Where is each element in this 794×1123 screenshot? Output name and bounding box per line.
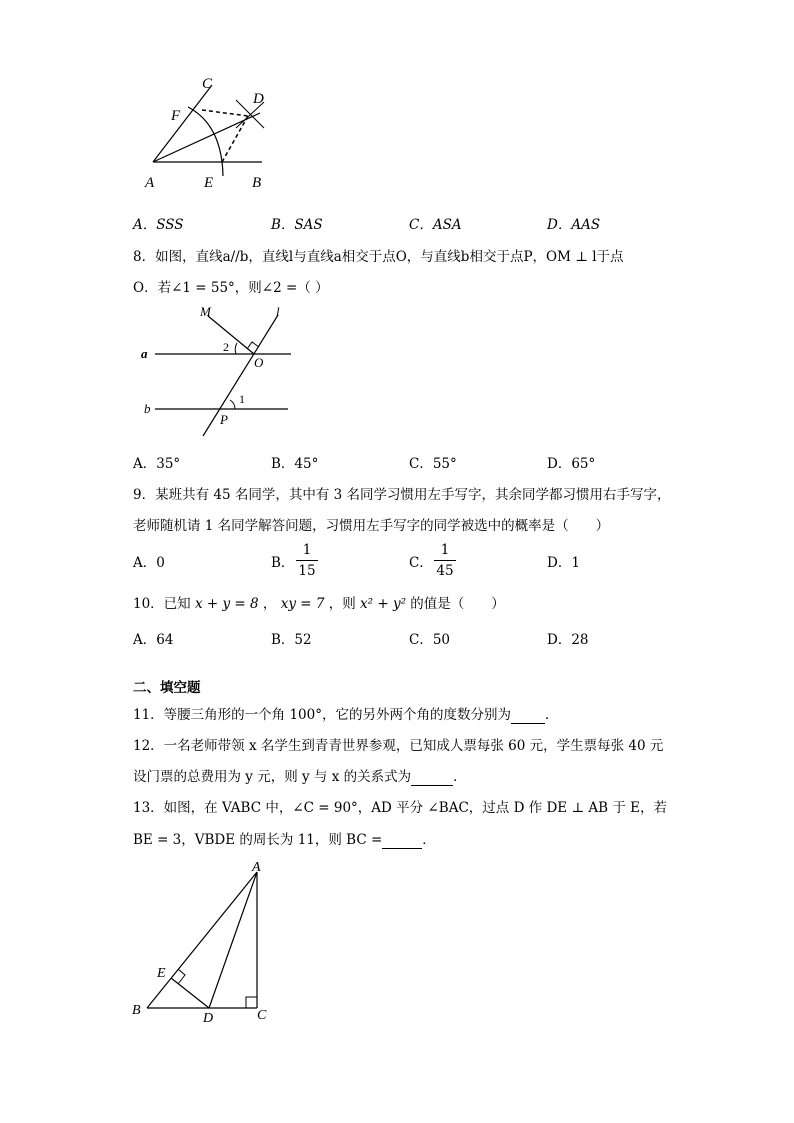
q10-mid: ，则 bbox=[328, 596, 356, 612]
q10-prefix: 10．已知 bbox=[133, 596, 191, 612]
q13-stem-line2 bbox=[133, 828, 436, 849]
q7-option-d[interactable]: D．AAS bbox=[547, 217, 601, 233]
q7-option-b[interactable]: B．SAS bbox=[271, 217, 323, 233]
label-l: l bbox=[276, 304, 280, 319]
figure-q7-construction bbox=[140, 70, 280, 195]
q7-option-c[interactable]: C．ASA bbox=[409, 217, 462, 233]
label-angle-2: 2 bbox=[223, 340, 229, 354]
q9-option-d[interactable]: D．1 bbox=[547, 555, 580, 571]
q10-sep: ， bbox=[262, 596, 277, 612]
q12-answer-blank[interactable] bbox=[411, 769, 453, 786]
q9-option-c-numerator: 1 bbox=[434, 540, 456, 561]
label-O: O bbox=[254, 355, 264, 370]
figure-q8-parallel-lines bbox=[138, 303, 298, 443]
q10-option-a[interactable]: A．64 bbox=[133, 632, 174, 648]
q11-stem bbox=[133, 703, 559, 724]
label-D: D bbox=[253, 91, 264, 107]
q10-option-c[interactable]: C．50 bbox=[409, 632, 451, 648]
q10-stem bbox=[133, 592, 505, 612]
q10-suffix: 的值是（ ） bbox=[410, 596, 505, 612]
q12-stem-line1: 12．一名老师带领 x 名学生到青青世界参观，已知成人票每张 60 元，学生票每张 40 元 bbox=[133, 738, 664, 754]
q8-stem-line2: O．若∠1 = 55°，则∠2 =（ ） bbox=[133, 280, 329, 296]
q11-end: ． bbox=[545, 707, 559, 723]
q9-option-c-prefix[interactable]: C． bbox=[409, 555, 433, 571]
q8-option-d[interactable]: D．65° bbox=[547, 456, 596, 472]
label-D: D bbox=[203, 1011, 214, 1026]
label-E: E bbox=[204, 175, 214, 191]
q10-expr: x² + y² bbox=[360, 596, 406, 612]
q9-option-a[interactable]: A．0 bbox=[133, 555, 165, 571]
q10-option-b[interactable]: B．52 bbox=[271, 632, 312, 648]
q12-stem-line2 bbox=[133, 765, 467, 786]
q7-option-a[interactable]: A．SSS bbox=[133, 217, 184, 233]
q11-answer-blank[interactable] bbox=[511, 707, 545, 724]
label-M: M bbox=[200, 304, 211, 319]
q12-end: ． bbox=[453, 769, 467, 785]
q13-end: ． bbox=[422, 832, 436, 848]
q13-answer-blank[interactable] bbox=[382, 832, 422, 849]
q10-eq2: xy = 7 bbox=[280, 596, 325, 612]
q13-text: BE = 3，VBDE 的周长为 11，则 BC = bbox=[133, 832, 383, 848]
q9-stem-line1: 9．某班共有 45 名同学，其中有 3 名同学习惯用左手写字，其余同学都习惯用右手写字， bbox=[133, 487, 671, 503]
q8-option-a[interactable]: A．35° bbox=[133, 456, 181, 472]
label-A: A bbox=[145, 175, 155, 191]
q9-option-b-prefix[interactable]: B． bbox=[271, 555, 295, 571]
label-C: C bbox=[202, 76, 213, 92]
q9-option-c-fraction bbox=[434, 540, 456, 581]
q9-option-c-denominator: 45 bbox=[436, 563, 454, 579]
label-F: F bbox=[171, 108, 181, 124]
label-B: B bbox=[132, 1003, 141, 1018]
q10-option-d[interactable]: D．28 bbox=[547, 632, 589, 648]
label-b: b bbox=[144, 401, 151, 416]
q9-option-b-denominator: 15 bbox=[298, 563, 316, 579]
section-title-fill-in: 二、填空题 bbox=[133, 680, 201, 696]
q13-stem-line1: 13．如图，在 VABC 中，∠C = 90°，AD 平分 ∠BAC，过点 D 作 DE ⊥ AB 于 E，若 bbox=[133, 800, 668, 816]
q12-text: 设门票的总费用为 y 元，则 y 与 x 的关系式为 bbox=[133, 769, 412, 785]
label-angle-1: 1 bbox=[239, 392, 245, 406]
label-C: C bbox=[257, 1008, 267, 1023]
q10-eq1: x + y = 8 bbox=[194, 596, 259, 612]
q8-option-c[interactable]: C．55° bbox=[409, 456, 457, 472]
q8-option-b[interactable]: B．45° bbox=[271, 456, 319, 472]
figure-q13-right-triangle bbox=[128, 857, 278, 1027]
label-B: B bbox=[252, 175, 262, 191]
q11-text: 11．等腰三角形的一个角 100°，它的另外两个角的度数分别为 bbox=[133, 707, 511, 723]
q9-option-b-fraction bbox=[296, 540, 318, 581]
label-P: P bbox=[220, 412, 228, 427]
q9-option-b-numerator: 1 bbox=[296, 540, 318, 561]
label-A: A bbox=[252, 860, 261, 875]
q8-stem-line1: 8．如图，直线a//b，直线l与直线a相交于点O，与直线b相交于点P，OM ⊥ l于点 bbox=[133, 249, 624, 265]
label-a: a bbox=[141, 346, 148, 361]
label-E: E bbox=[157, 966, 166, 981]
q9-stem-line2: 老师随机请 1 名同学解答问题，习惯用左手写字的同学被选中的概率是（ ） bbox=[133, 518, 610, 534]
